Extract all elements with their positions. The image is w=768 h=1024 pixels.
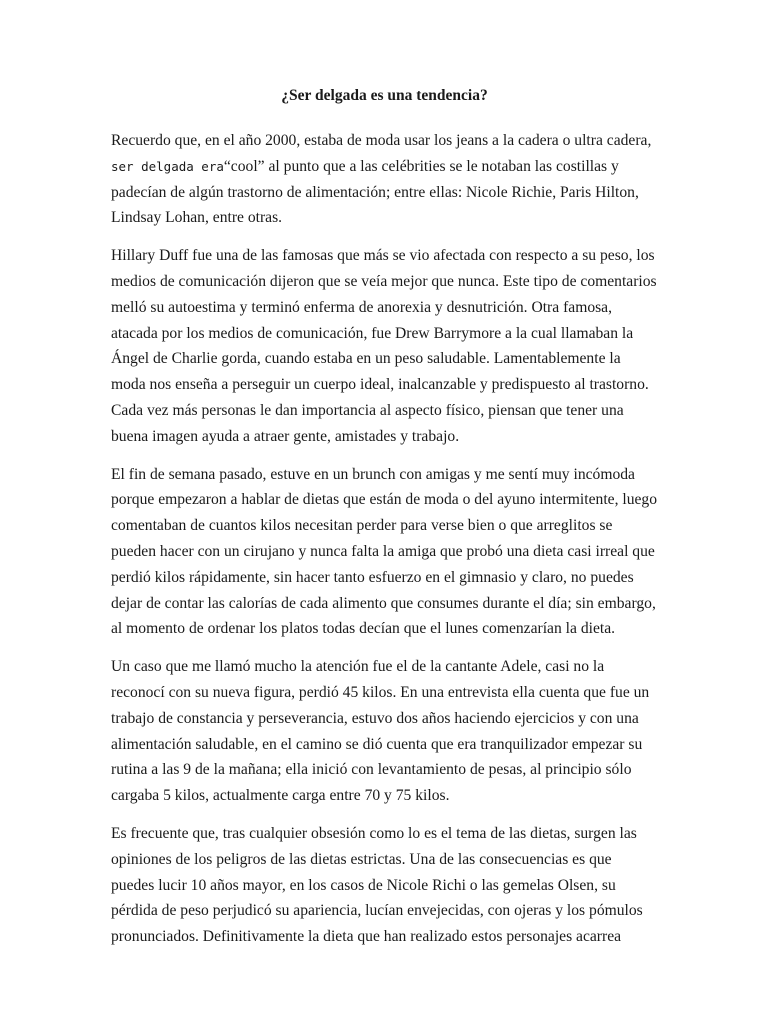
paragraph-1-part-d: al punto que a las celébrities se le notaban las costillas y padecían de algún trastorno de alimentación; entre ellas: Nicole Richie, Paris Hilton, Lindsay Lohan, entre otras.	[111, 157, 639, 227]
paragraph-4: Un caso que me llamó mucho la atención fue el de la cantante Adele, casi no la reconocí con su nueva figura, perdió 45 kilos. En una entrevista ella cuenta que fue un trabajo de constancia y perseverancia, estuvo dos años haciendo ejercicios y con una alimentación saludable, en el camino se dió cuenta que era tranquilizador empezar su rutina a las 9 de la mañana; ella inició con levantamiento de pesas, al principio sólo cargaba 5 kilos, actualmente carga entre 70 y 75 kilos.	[111, 658, 650, 805]
paragraph-1-mono-phrase: ser delgada era	[111, 158, 224, 174]
document-title: ¿Ser delgada es una tendencia?	[281, 87, 488, 104]
paragraph-3: El fin de semana pasado, estuve en un brunch con amigas y me sentí muy incómoda porque empezaron a hablar de dietas que están de moda o del ayuno intermitente, luego comentaban de cuantos kilos necesitan perder para verse bien o que arreglitos se pueden hacer con un cirujano y nunca falta la amiga que probó una dieta casi irreal que perdió kilos rápidamente, sin hacer tanto esfuerzo en el gimnasio y claro, no puedes dejar de contar las calorías de cada alimento que consumes durante el día; sin embargo, al momento de ordenar los platos todas decían que el lunes comenzarían la dieta.	[111, 465, 658, 638]
paragraph-1	[111, 128, 658, 231]
paragraph-1-quoted-word: “cool”	[223, 157, 265, 175]
paragraph-2: Hillary Duff fue una de las famosas que más se vio afectada con respecto a su peso, los medios de comunicación dijeron que se veía mejor que nunca. Este tipo de comentarios melló su autoestima y terminó enferma de anorexia y desnutrición. Otra famosa, atacada por los medios de comunicación, fue Drew Barrymore a la cual llamaban la Ángel de Charlie gorda, cuando estaba en un peso saludable. Lamentablemente la moda nos enseña a perseguir un cuerpo ideal, inalcanzable y predispuesto al trastorno. Cada vez más personas le dan importancia al aspecto físico, piensan que tener una buena imagen ayuda a atraer gente, amistades y trabajo.	[111, 247, 657, 445]
paragraph-1-part-a: Recuerdo que, en el año 2000, estaba de moda usar los jeans a la cadera o ultra cadera,	[111, 132, 652, 149]
paragraph-5: Es frecuente que, tras cualquier obsesión como lo es el tema de las dietas, surgen las opiniones de los peligros de las dietas estrictas. Una de las consecuencias es que puedes lucir 10 años mayor, en los casos de Nicole Richi o las gemelas Olsen, su pérdida de peso perjudicó su apariencia, lucían envejecidas, con ojeras y los pómulos pronunciados. Definitivamente la dieta que han realizado estos personajes acarrea	[111, 824, 643, 946]
